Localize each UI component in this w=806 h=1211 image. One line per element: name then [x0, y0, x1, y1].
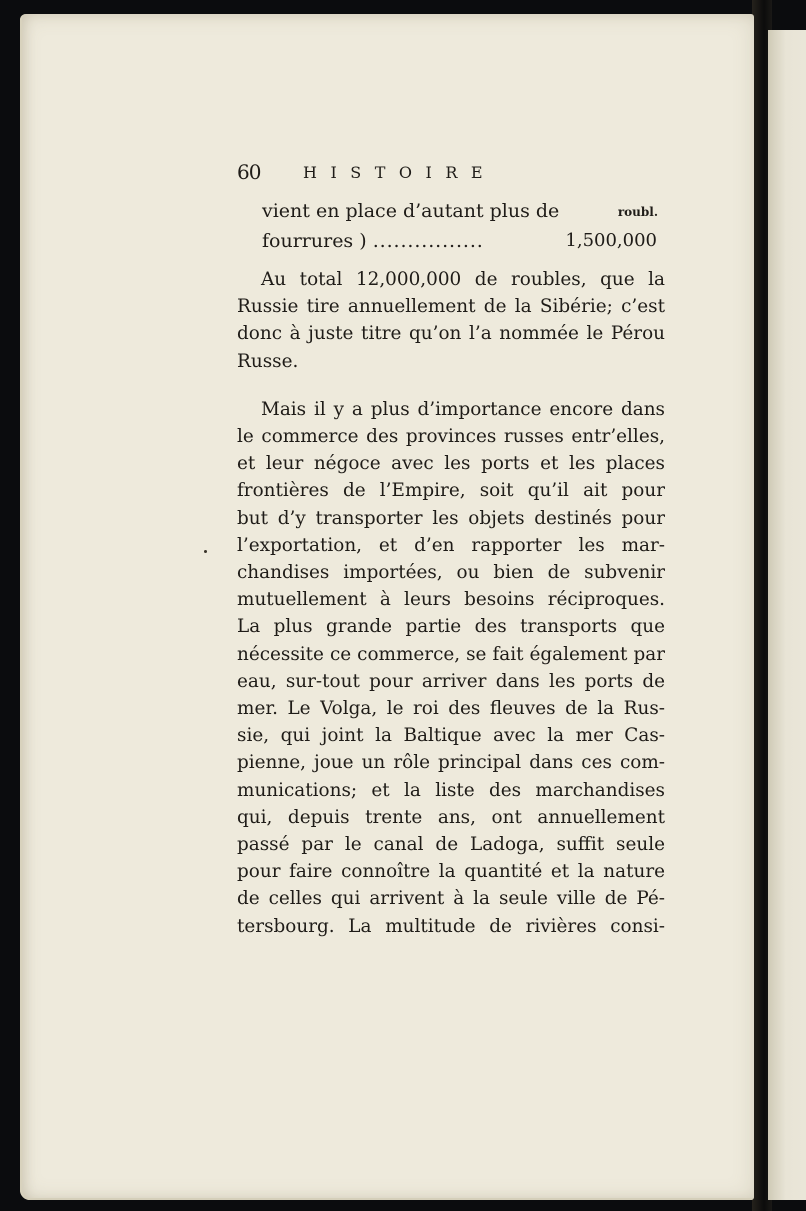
paragraph-line: le commerce des provinces russes entr’elles, — [237, 426, 665, 448]
tally-line-2 — [262, 226, 662, 256]
paragraph-line: munications; et la liste des marchandises — [237, 779, 665, 801]
paragraph-line: tersbourg. La multitude de rivières consi- — [237, 915, 665, 937]
unit-label: roubl. — [617, 205, 658, 219]
tally-line-1 — [262, 196, 662, 226]
paragraph-line: donc à juste titre qu’on l’a nommée le Pérou — [237, 323, 665, 345]
paragraph-line: Mais il y a plus d’importance encore dans — [261, 398, 665, 420]
paragraph — [237, 266, 665, 375]
running-head — [237, 160, 567, 190]
paragraph-line: La plus grande partie des transports que — [237, 616, 665, 638]
paragraph — [237, 396, 665, 940]
paragraph-line: Russe. — [237, 350, 299, 372]
paragraph-line: Russie tire annuellement de la Sibérie; c’est — [237, 296, 665, 318]
paragraph-line: pour faire connoître la quantité et la nature — [237, 861, 665, 883]
dot-leader: ................ — [372, 230, 484, 252]
tally-line-1-text: vient en place d’autant plus de — [262, 200, 560, 222]
paragraph-line: de celles qui arrivent à la seule ville de Pé- — [237, 888, 665, 910]
paragraph-line: nécessite ce commerce, se fait également par — [237, 643, 665, 665]
page-number: 60 — [237, 160, 261, 184]
facing-page-edge — [768, 30, 806, 1200]
paragraph-line: pienne, joue un rôle principal dans ces com- — [237, 752, 665, 774]
paragraph-line: et leur négoce avec les ports et les places — [237, 453, 665, 475]
paragraph-line: mutuellement à leurs besoins réciproques. — [237, 589, 665, 611]
running-head-title: HISTOIRE — [303, 163, 497, 182]
paragraph-line: frontières de l’Empire, soit qu’il ait pour — [237, 480, 665, 502]
paragraph-line: l’exportation, et d’en rapporter les mar- — [237, 534, 665, 556]
paragraph-line: eau, sur-tout pour arriver dans les ports de — [237, 670, 665, 692]
ink-speck — [204, 550, 207, 553]
tally-line-2-text: fourrures ) — [262, 230, 367, 252]
paragraph-line: passé par le canal de Ladoga, suffit seule — [237, 834, 665, 856]
paragraph-line: mer. Le Volga, le roi des fleuves de la Rus- — [237, 698, 665, 720]
paragraph-line: chandises importées, ou bien de subvenir — [237, 562, 665, 584]
paragraph-line: sie, qui joint la Baltique avec la mer Cas- — [237, 725, 665, 747]
paragraph-line: but d’y transporter les objets destinés pour — [237, 507, 665, 529]
paragraph-line: qui, depuis trente ans, ont annuellement — [237, 806, 665, 828]
tally-amount: 1,500,000 — [565, 230, 657, 251]
revenue-tally — [262, 196, 662, 256]
paragraph-line: Au total 12,000,000 de roubles, que la — [261, 269, 665, 290]
body-text — [237, 266, 665, 940]
